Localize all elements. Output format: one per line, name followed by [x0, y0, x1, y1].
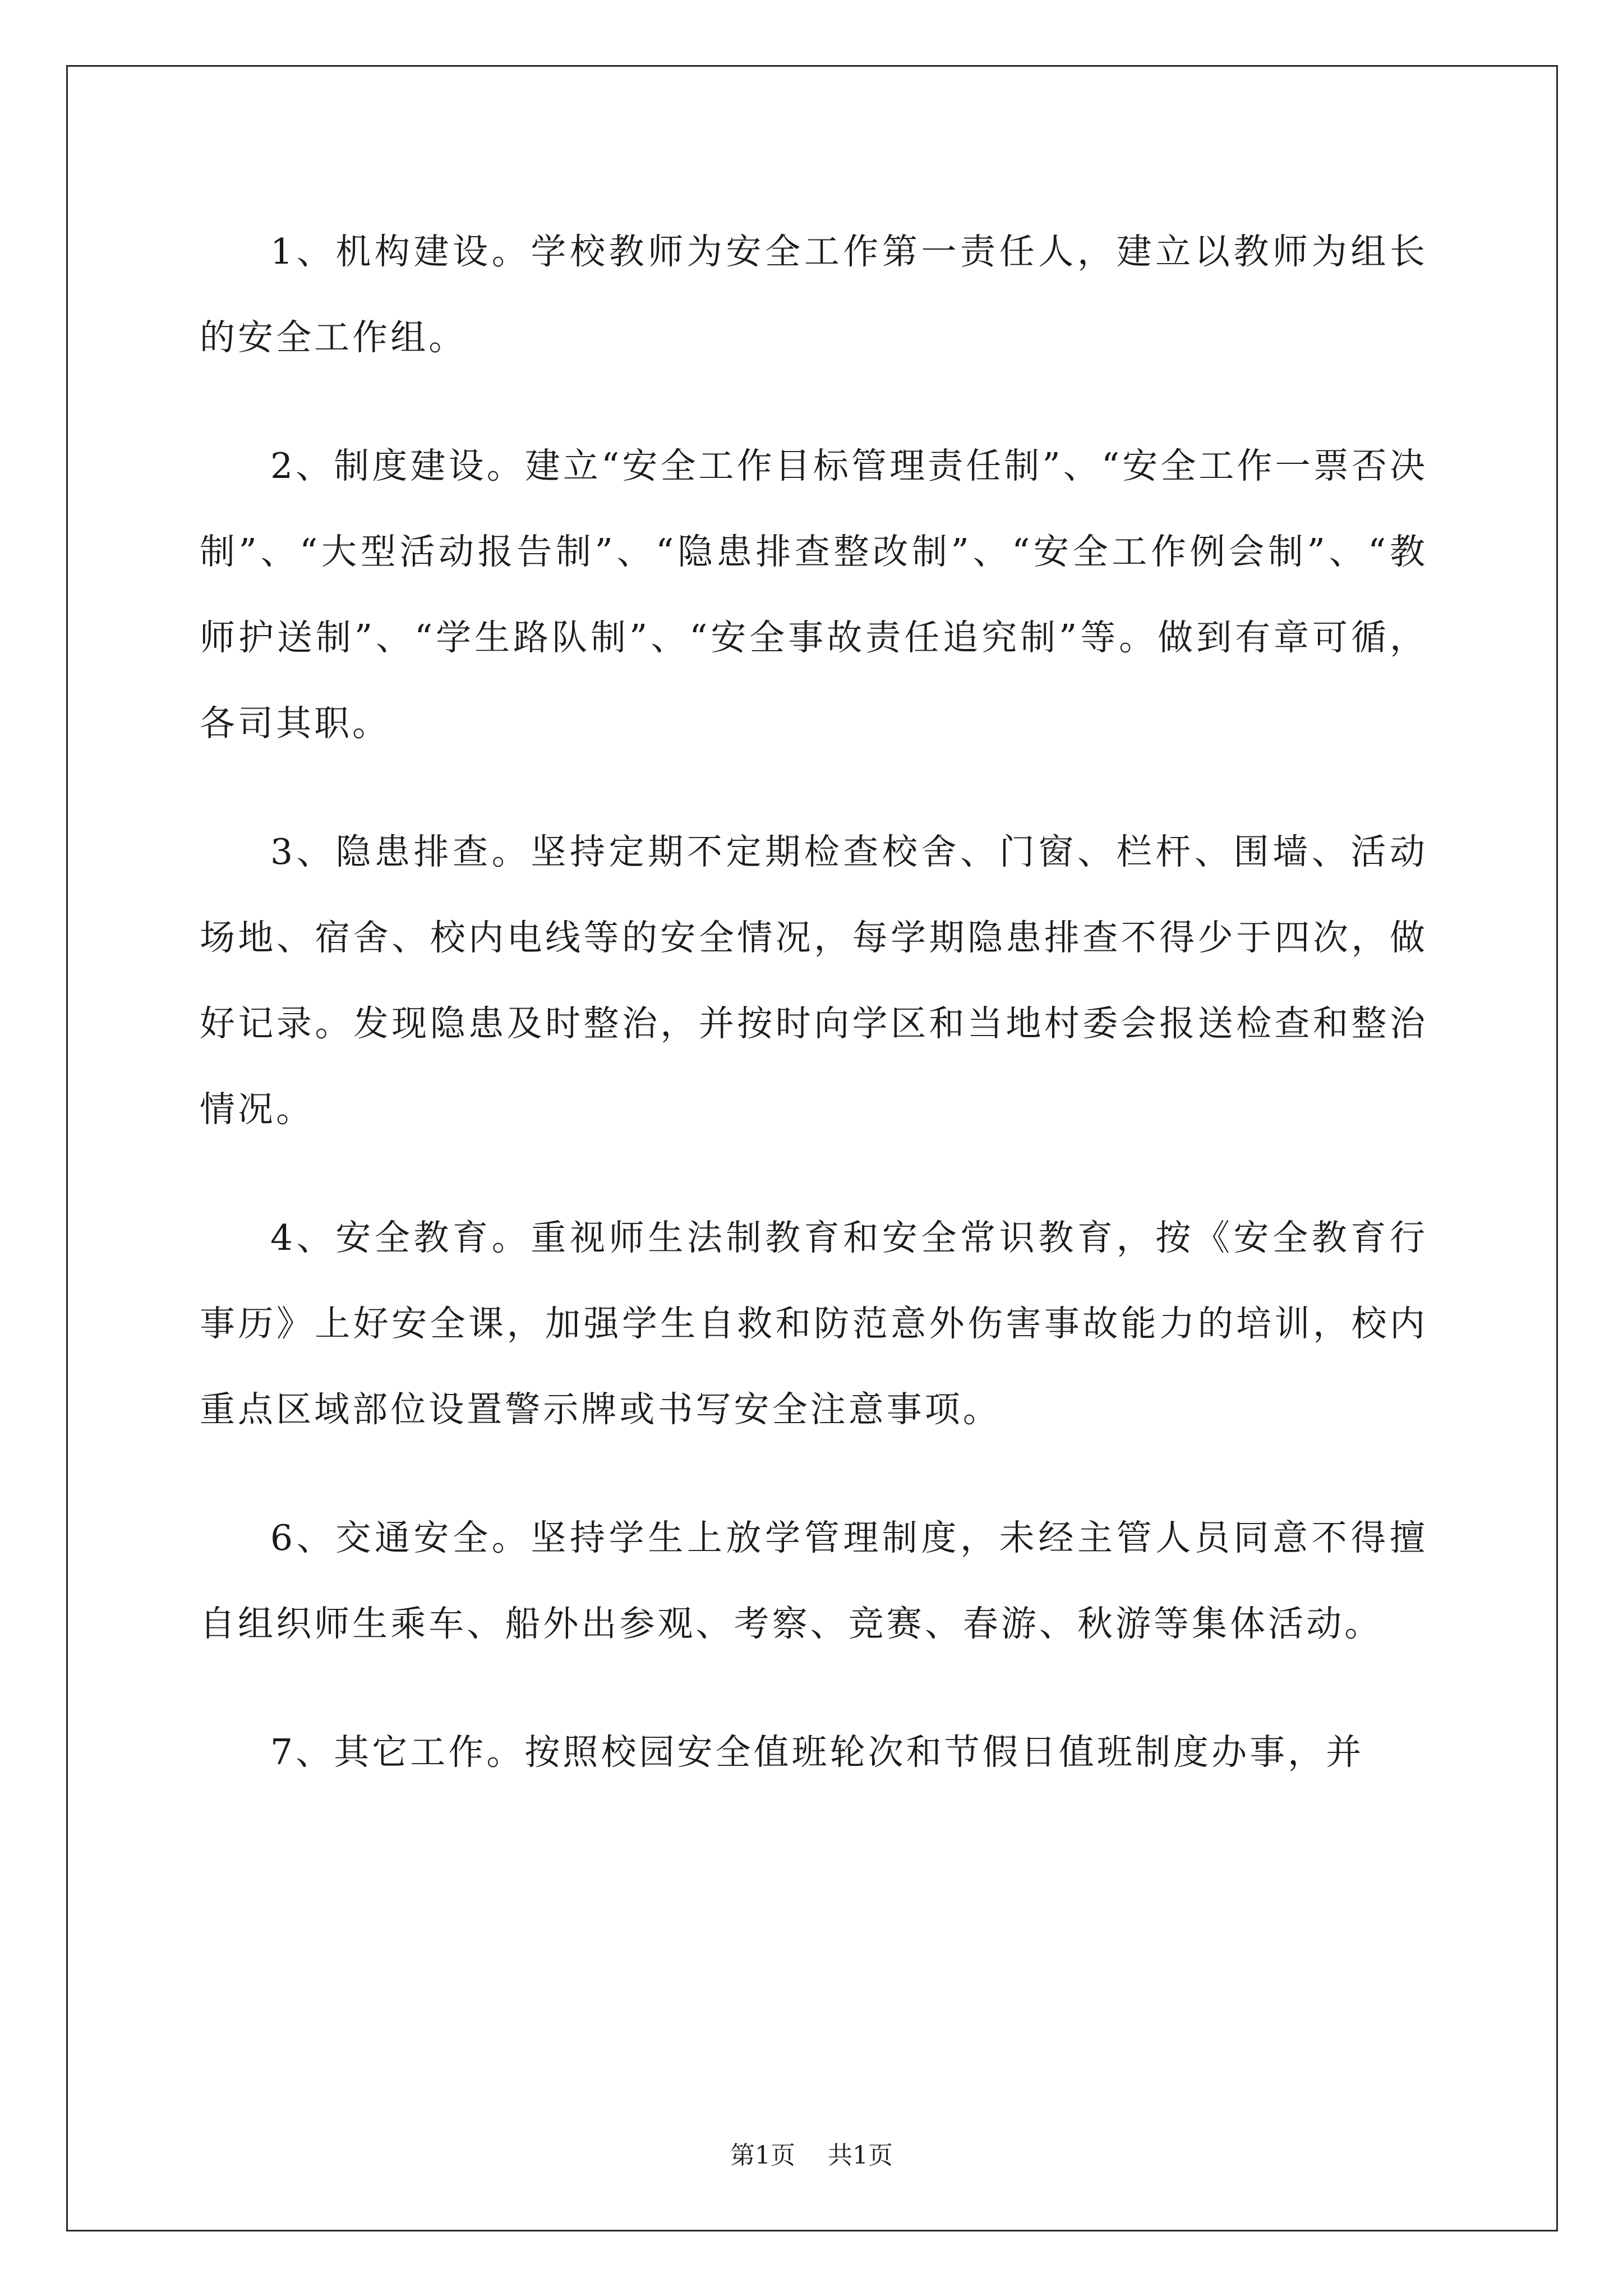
document-body	[200, 209, 1428, 1838]
paragraph-traffic-safety: 6、交通安全。坚持学生上放学管理制度，未经主管人员同意不得擅自组织师生乘车、船外出参观、考察、竞赛、春游、秋游等集体活动。	[200, 1517, 1428, 1644]
page-total: 共1页	[828, 2141, 893, 2170]
paragraph-safety-education: 4、安全教育。重视师生法制教育和安全常识教育，按《安全教育行事历》上好安全课，加强学生自救和防范意外伤害事故能力的培训，校内重点区域部位设置警示牌或书写安全注意事项。	[200, 1217, 1428, 1430]
paragraph-hazard-inspection: 3、隐患排查。坚持定期不定期检查校舍、门窗、栏杆、围墙、活动场地、宿舍、校内电线等的安全情况，每学期隐患排查不得少于四次，做好记录。发现隐患及时整治，并按时向学区和当地村委会报送检查和整治情况。	[200, 831, 1428, 1130]
page-number: 第1页	[730, 2141, 795, 2170]
paragraph-system-building: 2、制度建设。建立“安全工作目标管理责任制”、“安全工作一票否决制”、“大型活动报告制”、“隐患排查整改制”、“安全工作例会制”、“教师护送制”、“学生路队制”、“安全事故责任追究制”等。做到有章可循，各司其职。	[200, 445, 1428, 744]
paragraph-other-work: 7、其它工作。按照校园安全值班轮次和节假日值班制度办事，并	[270, 1732, 1364, 1773]
paragraph-organization: 1、机构建设。学校教师为安全工作第一责任人，建立以教师为组长的安全工作组。	[200, 231, 1428, 358]
page-footer	[0, 2135, 1623, 2171]
